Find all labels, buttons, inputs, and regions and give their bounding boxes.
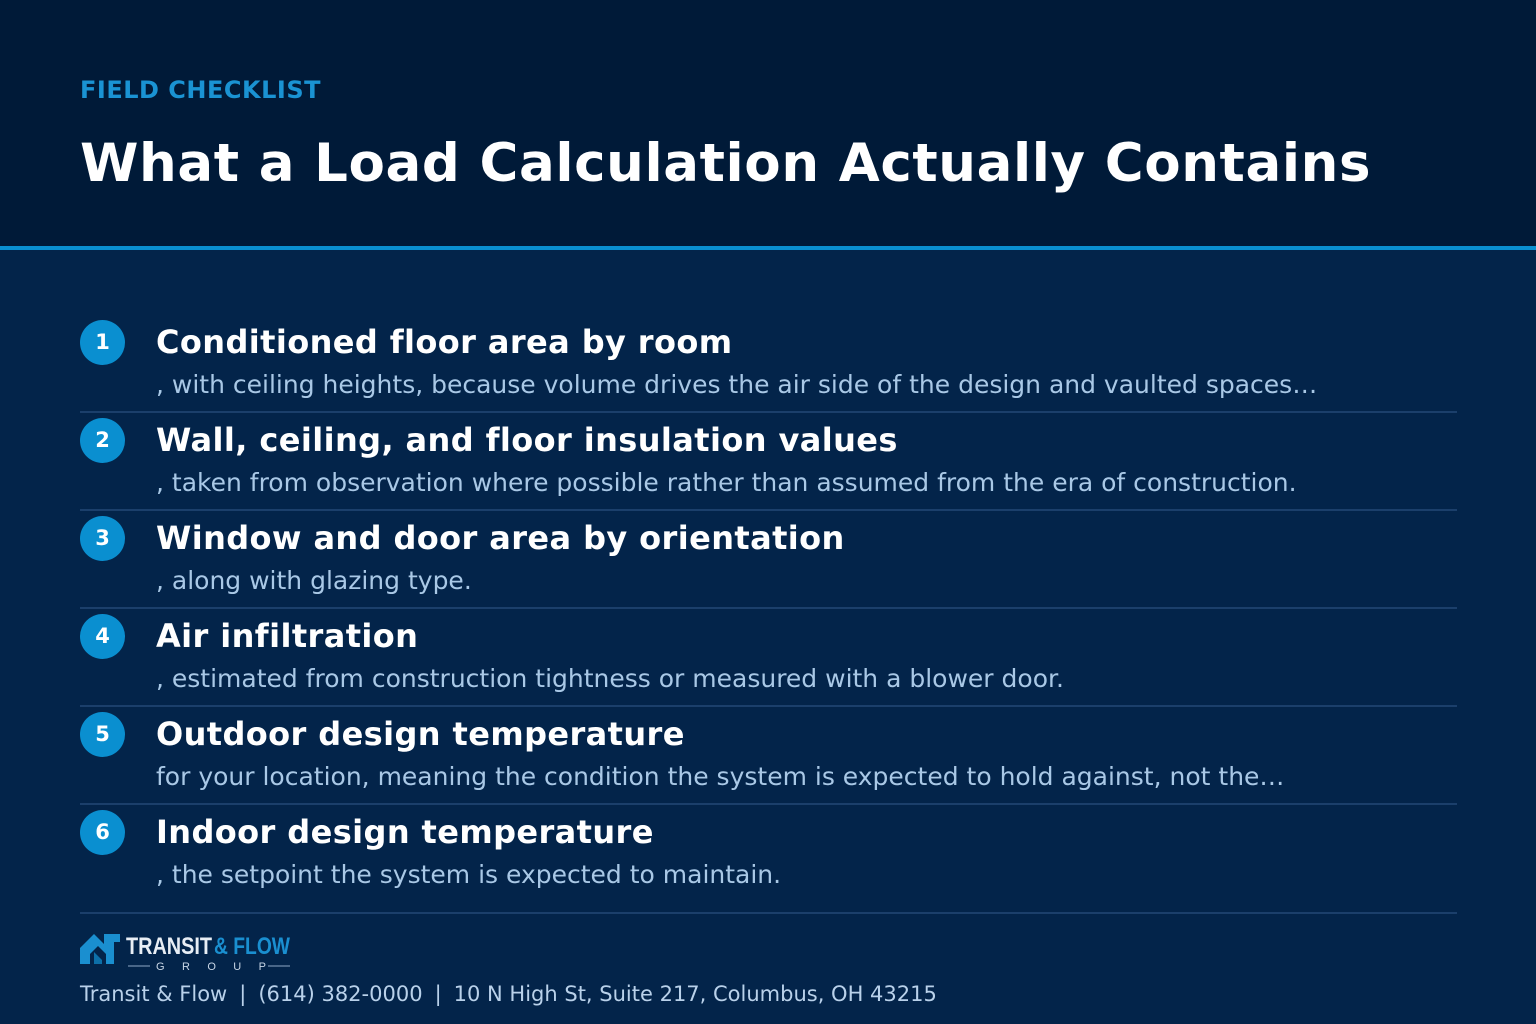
footer-divider bbox=[80, 912, 1457, 914]
item-description: for your location, meaning the condition the system is expected to hold against, not the… bbox=[156, 762, 1285, 791]
item-title: Indoor design temperature bbox=[156, 813, 654, 851]
footer-separator: | bbox=[434, 982, 442, 1006]
logo-word-transit: TRANSIT bbox=[126, 933, 213, 960]
item-number-badge: 2 bbox=[80, 418, 125, 463]
page-title: What a Load Calculation Actually Contains bbox=[80, 133, 1372, 194]
footer-contact bbox=[80, 980, 937, 1008]
logo-word-flow: & FLOW bbox=[214, 933, 291, 960]
item-number-badge: 5 bbox=[80, 712, 125, 757]
item-number-badge: 4 bbox=[80, 614, 125, 659]
item-description: , taken from observation where possible rather than assumed from the era of construction. bbox=[156, 468, 1297, 497]
footer-address: 10 N High St, Suite 217, Columbus, OH 43215 bbox=[453, 982, 937, 1006]
item-description: , along with glazing type. bbox=[156, 566, 472, 595]
item-title: Conditioned floor area by room bbox=[156, 323, 733, 361]
footer-company: Transit & Flow bbox=[80, 982, 228, 1006]
item-description: , the setpoint the system is expected to maintain. bbox=[156, 860, 782, 889]
header-divider bbox=[0, 246, 1536, 250]
logo-word-group: G R O U P bbox=[156, 961, 266, 972]
footer-separator: | bbox=[239, 982, 247, 1006]
list-item bbox=[80, 707, 1457, 805]
transit-flow-mark-icon bbox=[80, 930, 300, 972]
eyebrow-label: FIELD CHECKLIST bbox=[80, 76, 321, 104]
item-description: , with ceiling heights, because volume drives the air side of the design and vaulted spaces… bbox=[156, 370, 1318, 399]
item-description: , estimated from construction tightness or measured with a blower door. bbox=[156, 664, 1064, 693]
item-title: Wall, ceiling, and floor insulation values bbox=[156, 421, 898, 459]
list-item bbox=[80, 805, 1457, 901]
list-item bbox=[80, 511, 1457, 609]
item-title: Window and door area by orientation bbox=[156, 519, 845, 557]
list-item bbox=[80, 413, 1457, 511]
list-item bbox=[80, 315, 1457, 413]
footer-phone: (614) 382-0000 bbox=[258, 982, 423, 1006]
item-title: Air infiltration bbox=[156, 617, 419, 655]
item-number-badge: 6 bbox=[80, 810, 125, 855]
header bbox=[0, 0, 1536, 246]
item-number-badge: 3 bbox=[80, 516, 125, 561]
list-item bbox=[80, 609, 1457, 707]
item-title: Outdoor design temperature bbox=[156, 715, 685, 753]
checklist bbox=[80, 315, 1457, 901]
company-logo bbox=[80, 930, 300, 972]
item-number-badge: 1 bbox=[80, 320, 125, 365]
